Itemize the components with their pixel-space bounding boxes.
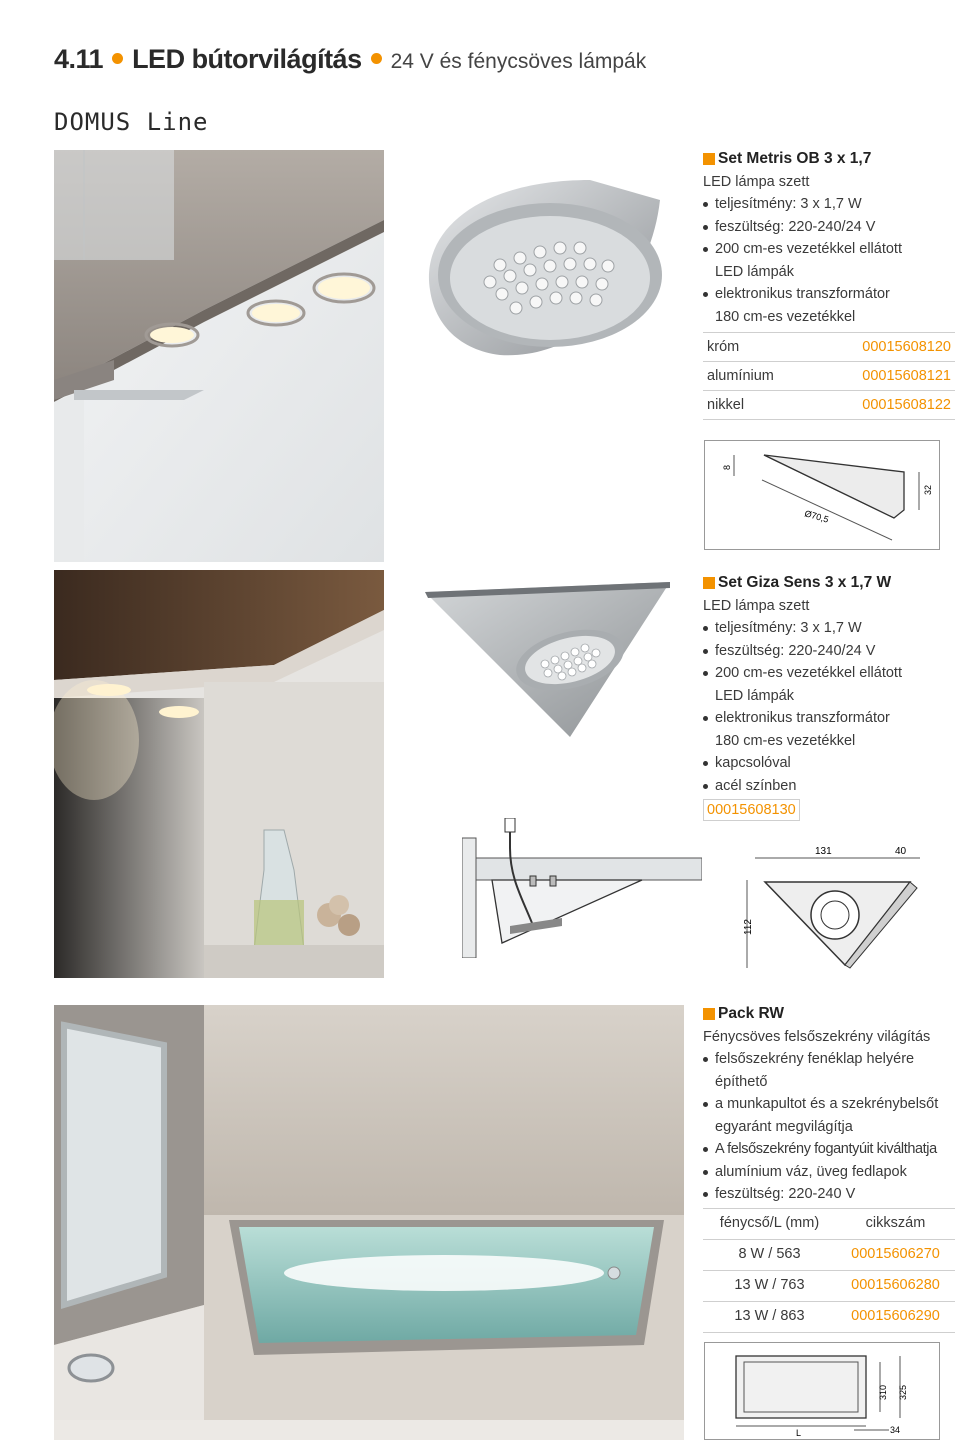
giza-spec [703,572,955,822]
metris-bullets [703,193,955,328]
page-header [54,44,646,88]
metris-code-table [703,332,955,420]
dimension-325-label: 325 [898,1384,908,1400]
list-item: elektronikus transzformátor [703,283,955,306]
section-title: LED bútorvilágítás [132,44,362,74]
list-item: egyaránt megvilágítja [715,1118,853,1135]
metris-technical-drawing [704,440,940,550]
pack-rw-spec [703,1003,960,1333]
table-row: 13 W / 863 00015606290 [703,1301,955,1332]
list-item: felsőszekrény fenéklap helyére [703,1048,960,1071]
dimension-height-label: 8 [722,464,732,470]
dimension-width-label: 131 [815,846,832,857]
pack-rw-title: Pack RW [703,1003,960,1026]
list-item: 180 cm-es vezetékkel [715,308,856,325]
metris-title: Set Metris OB 3 x 1,7 [703,148,955,171]
giza-product-render [420,572,685,742]
table-row: nikkel 00015608122 [703,391,955,420]
bullet-dot-icon [371,53,382,64]
table-row: 8 W / 563 00015606270 [703,1239,955,1270]
dimension-34-label: 34 [890,1425,901,1435]
list-item: kapcsolóval [703,752,955,775]
list-item: építhető [715,1073,768,1090]
section-number: 4.11 [54,44,104,74]
pack-rw-bullets [703,1048,960,1206]
list-item: feszültség: 220-240 V [703,1183,960,1206]
giza-product-code: 00015608130 [703,799,800,821]
table-row: 13 W / 763 00015606280 [703,1270,955,1301]
list-item: teljesítmény: 3 x 1,7 W [703,617,955,640]
giza-title: Set Giza Sens 3 x 1,7 W [703,572,955,595]
kitchen-photo-giza [54,570,384,978]
table-row: alumínium 00015608121 [703,362,955,391]
section-subtitle: 24 V és fénycsöves lámpák [390,50,647,73]
table-header-row: fénycső/L (mm) cikkszám [703,1208,955,1239]
list-item: feszültség: 220-240/24 V [703,216,955,239]
list-item: acél színben [703,775,955,798]
pack-rw-code-table [703,1208,955,1333]
dimension-length-label: L [796,1428,802,1438]
list-item: elektronikus transzformátor [703,707,955,730]
list-item: 200 cm-es vezetékkel ellátott [703,662,955,685]
list-item: feszültség: 220-240/24 V [703,640,955,663]
table-row: króm 00015608120 [703,333,955,362]
list-item: 180 cm-es vezetékkel [715,732,856,749]
orange-square-icon [703,577,715,589]
metris-spec [703,148,955,420]
list-item: alumínium váz, üveg fedlapok [703,1161,960,1184]
metris-subtitle: LED lámpa szett [703,173,810,190]
bullet-dot-icon [112,53,123,64]
kitchen-photo-metris [54,150,384,562]
list-item: A felsőszekrény fogantyúit kiválthatja [703,1138,960,1161]
metris-product-render [410,170,680,370]
giza-subtitle: LED lámpa szett [703,597,810,614]
dimension-310-label: 310 [878,1384,888,1400]
pack-rw-technical-drawing [704,1342,940,1440]
brand-name: DOMUS Line [54,108,209,136]
dimension-depth-label: 40 [895,846,907,857]
dimension-diameter-label: Ø70,5 [803,508,830,525]
list-item: LED lámpák [715,687,794,704]
list-item: teljesítmény: 3 x 1,7 W [703,193,955,216]
dimension-height-label: 112 [743,919,754,935]
orange-square-icon [703,1008,715,1020]
list-item: LED lámpák [715,263,794,280]
list-item: 200 cm-es vezetékkel ellátott [703,238,955,261]
giza-installation-drawing [462,818,702,958]
cabinet-photo-pack-rw [54,1005,684,1440]
list-item: a munkapultot és a szekrénybelsőt [703,1093,960,1116]
pack-rw-subtitle: Fénycsöves felsőszekrény világítás [703,1028,931,1045]
dimension-depth-label: 32 [923,484,933,495]
orange-square-icon [703,153,715,165]
giza-technical-drawing [735,840,935,980]
giza-bullets [703,617,955,797]
